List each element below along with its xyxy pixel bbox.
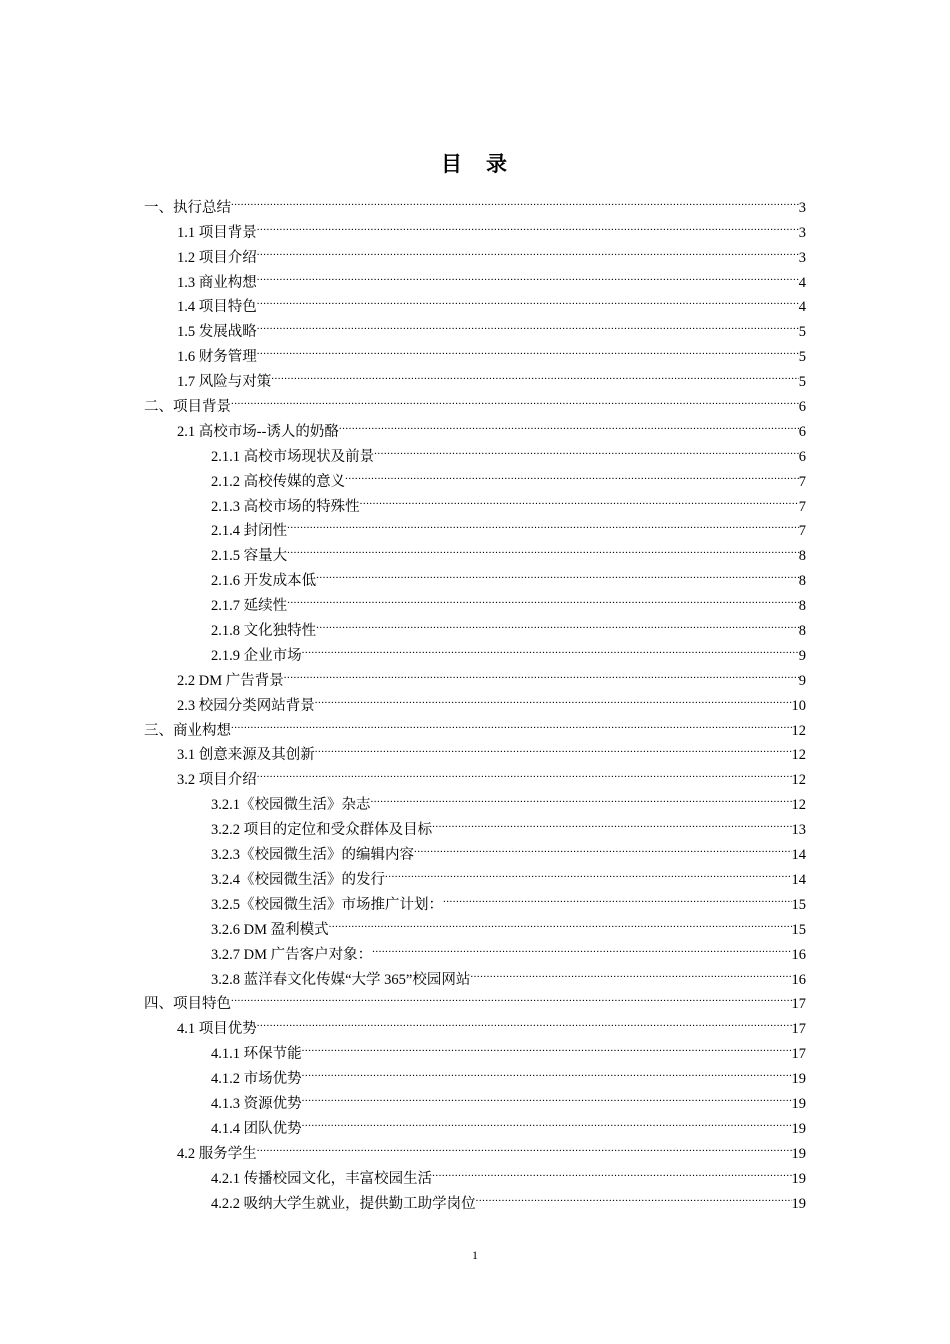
toc-entry-label: 3.2.2 项目的定位和受众群体及目标 <box>211 822 433 839</box>
toc-entry-page-number: 7 <box>798 498 806 515</box>
toc-entry-page-number: 6 <box>798 423 806 440</box>
toc-dot-leader <box>302 1058 792 1083</box>
toc-entry-page-number: 16 <box>791 971 806 988</box>
toc-entry-page-number: 15 <box>791 921 806 938</box>
toc-dot-leader <box>316 610 799 635</box>
toc-entry-page-number: 12 <box>791 747 806 764</box>
toc-entry-page-number: 16 <box>791 946 806 963</box>
toc-entry-page-number: 8 <box>798 598 806 615</box>
toc-entry[interactable] <box>211 784 950 814</box>
toc-entry-page-number: 8 <box>798 548 806 565</box>
toc-entry[interactable] <box>211 1108 950 1137</box>
toc-entry-label: 2.1.7 延续性 <box>211 598 288 615</box>
toc-dot-leader <box>257 237 799 262</box>
toc-entry-page-number: 13 <box>791 822 806 839</box>
page-number: 1 <box>472 1248 478 1262</box>
toc-entry-label: 3.2 项目介绍 <box>177 772 257 789</box>
toc-dot-leader <box>374 436 799 461</box>
toc-dot-leader <box>284 660 799 685</box>
toc-dot-leader <box>302 1083 792 1108</box>
toc-entry-label: 3.2.6 DM 盈利模式 <box>211 921 329 938</box>
toc-entry[interactable] <box>177 212 950 241</box>
toc-entry-label: 3.2.3《校园微生活》的编辑内容 <box>211 847 414 864</box>
toc-entry-label: 3.1 创意来源及其创新 <box>177 747 315 764</box>
toc-dot-leader <box>414 834 792 859</box>
toc-entry-label: 2.1.6 开发成本低 <box>211 573 317 590</box>
toc-entry[interactable] <box>211 1033 950 1063</box>
toc-title-part-1: 目 <box>441 152 464 176</box>
toc-entry-page-number: 19 <box>791 1095 806 1112</box>
toc-entry-label: 4.2 服务学生 <box>177 1145 257 1162</box>
toc-entry[interactable] <box>211 511 950 540</box>
toc-entry-page-number: 8 <box>798 573 806 590</box>
toc-entry-label: 4.1.2 市场优势 <box>211 1071 302 1088</box>
toc-entry-page-number: 5 <box>798 374 806 391</box>
toc-entry-label: 一、执行总结 <box>144 199 231 216</box>
toc-entry-page-number: 14 <box>791 847 806 864</box>
toc-entry-label: 四、项目特色 <box>144 996 231 1013</box>
toc-dot-leader <box>371 784 792 809</box>
toc-entry-label: 2.1.3 高校市场的特殊性 <box>211 498 360 515</box>
toc-dot-leader <box>302 1033 792 1058</box>
toc-entry[interactable] <box>177 311 950 341</box>
toc-entry[interactable] <box>211 1083 950 1112</box>
toc-entry-page-number: 5 <box>798 349 806 366</box>
toc-dot-leader <box>360 486 799 511</box>
toc-dot-leader <box>271 361 799 386</box>
toc-entry-label: 2.1.2 高校传媒的意义 <box>211 473 346 490</box>
toc-entry[interactable] <box>211 959 950 988</box>
toc-dot-leader <box>339 411 799 436</box>
toc-entry[interactable] <box>177 685 950 714</box>
toc-dot-leader <box>257 1008 792 1033</box>
toc-entry-label: 3.2.5《校园微生活》市场推广计划： <box>211 896 443 913</box>
toc-dot-leader <box>476 1183 792 1208</box>
toc-entry[interactable] <box>211 809 950 839</box>
toc-dot-leader <box>443 884 792 909</box>
toc-entry-page-number: 19 <box>791 1145 806 1162</box>
toc-entry-page-number: 15 <box>791 896 806 913</box>
toc-entry[interactable] <box>177 262 950 291</box>
toc-entry[interactable] <box>177 759 950 789</box>
toc-entry-label: 2.1.1 高校市场现状及前景 <box>211 448 375 465</box>
toc-entry-label: 1.2 项目介绍 <box>177 249 257 266</box>
toc-entry-page-number: 5 <box>798 324 806 341</box>
toc-dot-leader <box>287 585 799 610</box>
toc-entry-label: 2.1.9 企业市场 <box>211 647 302 664</box>
toc-entry[interactable] <box>211 1183 950 1212</box>
toc-entry-label: 三、商业构想 <box>144 722 231 739</box>
toc-entry-page-number: 3 <box>798 249 806 266</box>
toc-entry-label: 2.3 校园分类网站背景 <box>177 697 315 714</box>
toc-entry[interactable] <box>144 984 950 1013</box>
toc-entry-label: 2.1.8 文化独特性 <box>211 623 317 640</box>
toc-dot-leader <box>302 1108 792 1133</box>
toc-entry-label: 1.6 财务管理 <box>177 349 257 366</box>
toc-entry[interactable] <box>211 934 950 963</box>
toc-entry-label: 2.1 高校市场--诱人的奶酪 <box>177 423 339 440</box>
toc-entry-page-number: 14 <box>791 871 806 888</box>
toc-title <box>0 148 950 178</box>
toc-entry[interactable] <box>177 735 950 764</box>
toc-entry-page-number: 7 <box>798 473 806 490</box>
toc-entry[interactable] <box>211 884 950 913</box>
toc-entry-page-number: 17 <box>791 1021 806 1038</box>
toc-entry-page-number: 19 <box>791 1120 806 1137</box>
toc-entry[interactable] <box>177 361 950 391</box>
toc-entry[interactable] <box>144 710 950 739</box>
toc-entry-label: 4.1.4 团队优势 <box>211 1120 302 1137</box>
toc-entry-page-number: 7 <box>798 523 806 540</box>
toc-entry-page-number: 9 <box>798 672 806 689</box>
toc-dot-leader <box>315 735 792 760</box>
toc-entry-label: 4.2.2 吸纳大学生就业，提供勤工助学岗位 <box>211 1195 476 1212</box>
toc-entry-page-number: 3 <box>798 199 806 216</box>
toc-dot-leader <box>287 535 799 560</box>
toc-entry-page-number: 19 <box>791 1195 806 1212</box>
toc-dot-leader <box>231 984 792 1009</box>
toc-entry-label: 1.3 商业构想 <box>177 274 257 291</box>
toc-entry-label: 2.1.4 封闭性 <box>211 523 288 540</box>
toc-entry-label: 4.1.3 资源优势 <box>211 1095 302 1112</box>
toc-entry[interactable] <box>211 635 950 664</box>
toc-entry-label: 4.1.1 环保节能 <box>211 1046 302 1063</box>
toc-entry-label: 1.4 项目特色 <box>177 299 257 316</box>
toc-entry-label: 4.1 项目优势 <box>177 1021 257 1038</box>
toc-dot-leader <box>287 511 799 536</box>
toc-dot-leader <box>257 336 799 361</box>
toc-entry[interactable] <box>177 287 950 316</box>
toc-entry[interactable] <box>211 535 950 565</box>
toc-entry[interactable] <box>177 1008 950 1038</box>
toc-entry-label: 2.2 DM 广告背景 <box>177 672 284 689</box>
toc-entry[interactable] <box>211 909 950 938</box>
toc-dot-leader <box>470 959 791 984</box>
toc-entry[interactable] <box>211 560 950 590</box>
toc-entry-label: 2.1.5 容量大 <box>211 548 288 565</box>
toc-entry-page-number: 19 <box>791 1170 806 1187</box>
toc-entry-label: 1.1 项目背景 <box>177 224 257 241</box>
toc-dot-leader <box>385 859 792 884</box>
toc-dot-leader <box>432 1158 791 1183</box>
toc-entry-label: 1.7 风险与对策 <box>177 374 272 391</box>
table-of-contents <box>0 187 950 1212</box>
toc-entry-label: 3.2.1《校园微生活》杂志 <box>211 797 371 814</box>
toc-entry-page-number: 17 <box>791 996 806 1013</box>
toc-entry-label: 4.2.1 传播校园文化，丰富校园生活 <box>211 1170 433 1187</box>
toc-entry[interactable] <box>211 610 950 640</box>
toc-entry-page-number: 3 <box>798 224 806 241</box>
toc-entry[interactable] <box>211 486 950 515</box>
toc-entry-page-number: 4 <box>798 274 806 291</box>
toc-dot-leader <box>372 934 791 959</box>
toc-entry[interactable] <box>211 1058 950 1088</box>
toc-dot-leader <box>345 461 799 486</box>
toc-entry[interactable] <box>177 411 950 440</box>
toc-dot-leader <box>257 311 799 336</box>
toc-entry[interactable] <box>211 461 950 490</box>
toc-dot-leader <box>329 909 792 934</box>
toc-dot-leader <box>432 809 791 834</box>
toc-entry[interactable] <box>177 660 950 689</box>
toc-entry-page-number: 6 <box>798 399 806 416</box>
toc-entry[interactable] <box>177 237 950 266</box>
toc-entry-label: 二、项目背景 <box>144 399 231 416</box>
toc-entry-page-number: 6 <box>798 448 806 465</box>
toc-dot-leader <box>316 560 799 585</box>
toc-entry-page-number: 4 <box>798 299 806 316</box>
toc-entry-page-number: 12 <box>791 797 806 814</box>
toc-entry-page-number: 9 <box>798 647 806 664</box>
toc-entry[interactable] <box>177 336 950 366</box>
toc-entry[interactable] <box>177 1133 950 1162</box>
toc-title-part-2: 录 <box>486 152 509 176</box>
toc-entry[interactable] <box>211 1158 950 1187</box>
toc-dot-leader <box>257 262 799 287</box>
toc-dot-leader <box>257 759 792 784</box>
toc-entry-page-number: 12 <box>791 772 806 789</box>
toc-dot-leader <box>231 187 799 212</box>
toc-entry-label: 3.2.8 蓝洋春文化传媒“大学 365”校园网站 <box>211 971 471 988</box>
toc-entry[interactable] <box>144 187 950 216</box>
toc-dot-leader <box>302 635 799 660</box>
toc-entry-page-number: 17 <box>791 1046 806 1063</box>
toc-dot-leader <box>231 710 792 735</box>
toc-dot-leader <box>257 1133 792 1158</box>
toc-entry[interactable] <box>211 585 950 615</box>
toc-entry[interactable] <box>211 834 950 864</box>
toc-dot-leader <box>257 287 799 312</box>
toc-entry[interactable] <box>211 436 950 465</box>
toc-entry-page-number: 19 <box>791 1071 806 1088</box>
toc-entry-label: 3.2.7 DM 广告客户对象： <box>211 946 373 963</box>
toc-dot-leader <box>231 386 799 411</box>
toc-entry[interactable] <box>211 859 950 888</box>
toc-entry-page-number: 12 <box>791 722 806 739</box>
toc-entry-page-number: 10 <box>791 697 806 714</box>
toc-entry-page-number: 8 <box>798 623 806 640</box>
toc-entry-label: 3.2.4《校园微生活》的发行 <box>211 871 385 888</box>
toc-dot-leader <box>257 212 799 237</box>
toc-dot-leader <box>315 685 792 710</box>
toc-entry-label: 1.5 发展战略 <box>177 324 257 341</box>
toc-entry[interactable] <box>144 386 950 416</box>
